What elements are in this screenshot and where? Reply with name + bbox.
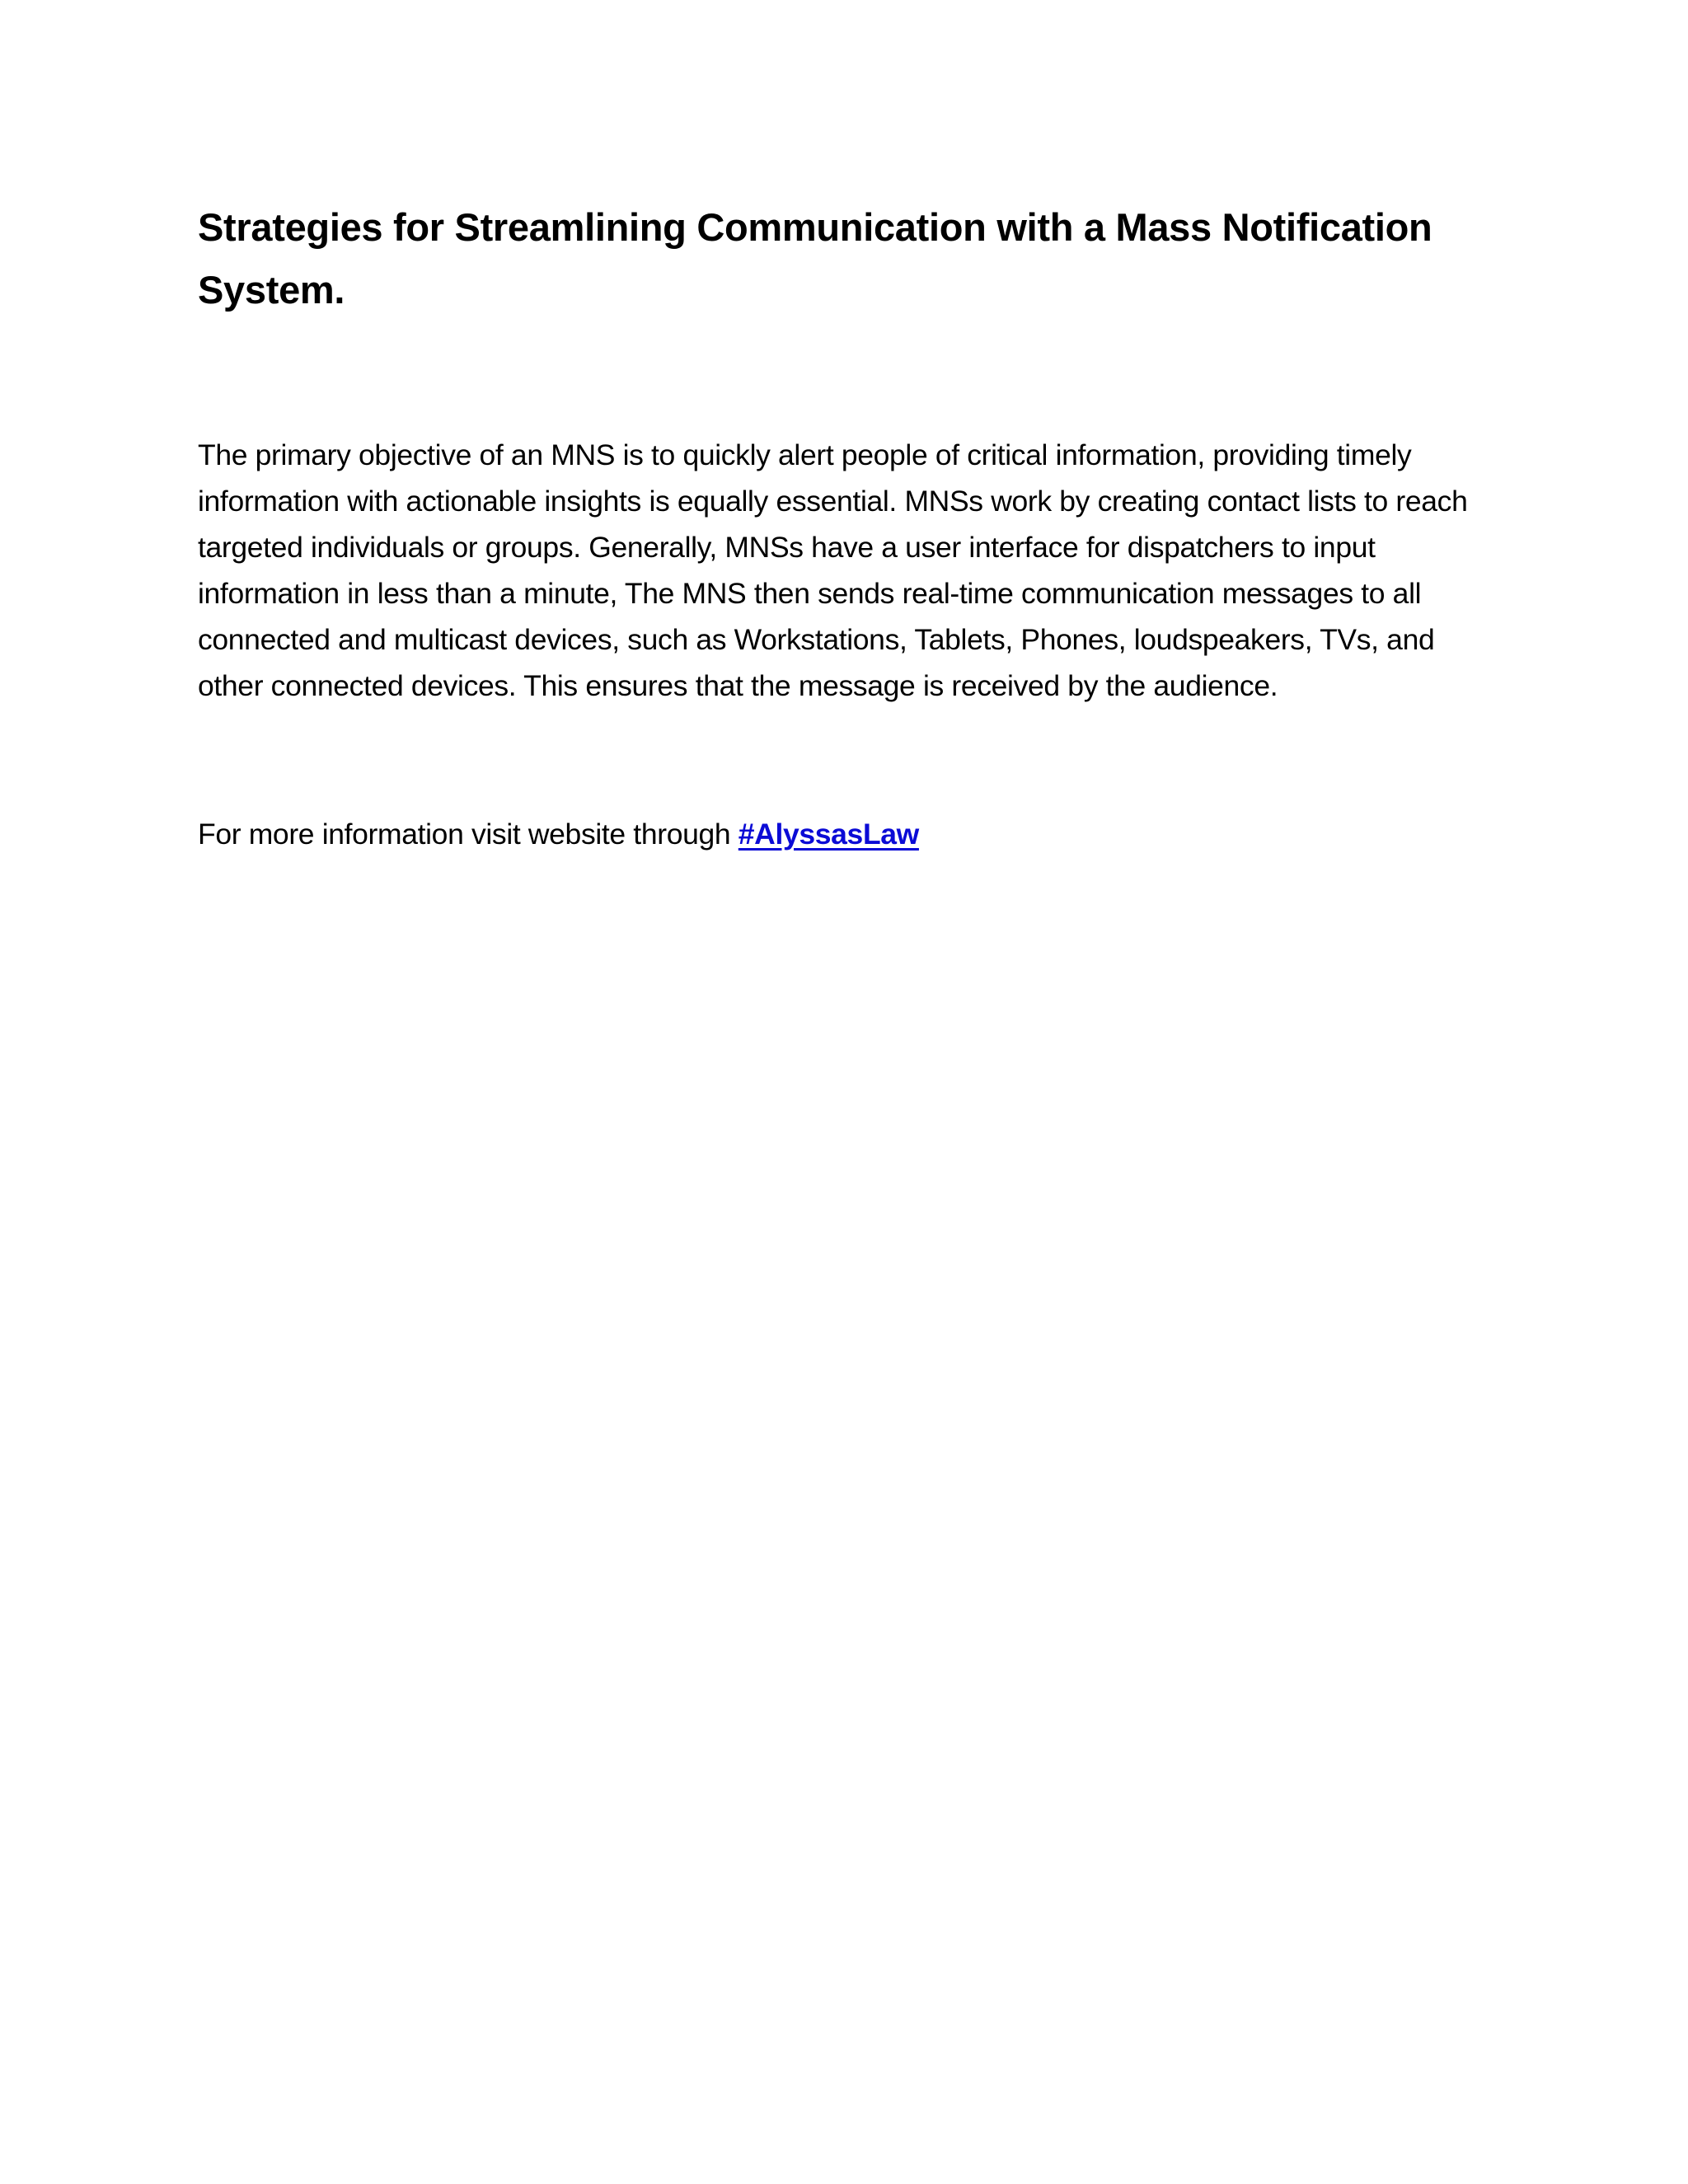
document-content: [198, 196, 1500, 857]
footer-text: For more information visit website through: [198, 818, 738, 851]
footer-line: [198, 811, 1500, 857]
alyssas-law-link[interactable]: #AlyssasLaw: [738, 818, 919, 851]
body-paragraph: The primary objective of an MNS is to quickly alert people of critical information, providing timely information with actionable insights is equally essential. MNSs work by creating contact lists to reach targeted individuals or groups. Generally, MNSs have a user interface for dispatchers to input information in less than a minute, The MNS then sends real-time communication messages to all connected and multicast devices, such as Workstations, Tablets, Phones, loudspeakers, TVs, and other connected devices. This ensures that the message is received by the audience.: [198, 438, 1468, 702]
document-title: Strategies for Streamlining Communication with a Mass Notification System.: [198, 205, 1432, 312]
